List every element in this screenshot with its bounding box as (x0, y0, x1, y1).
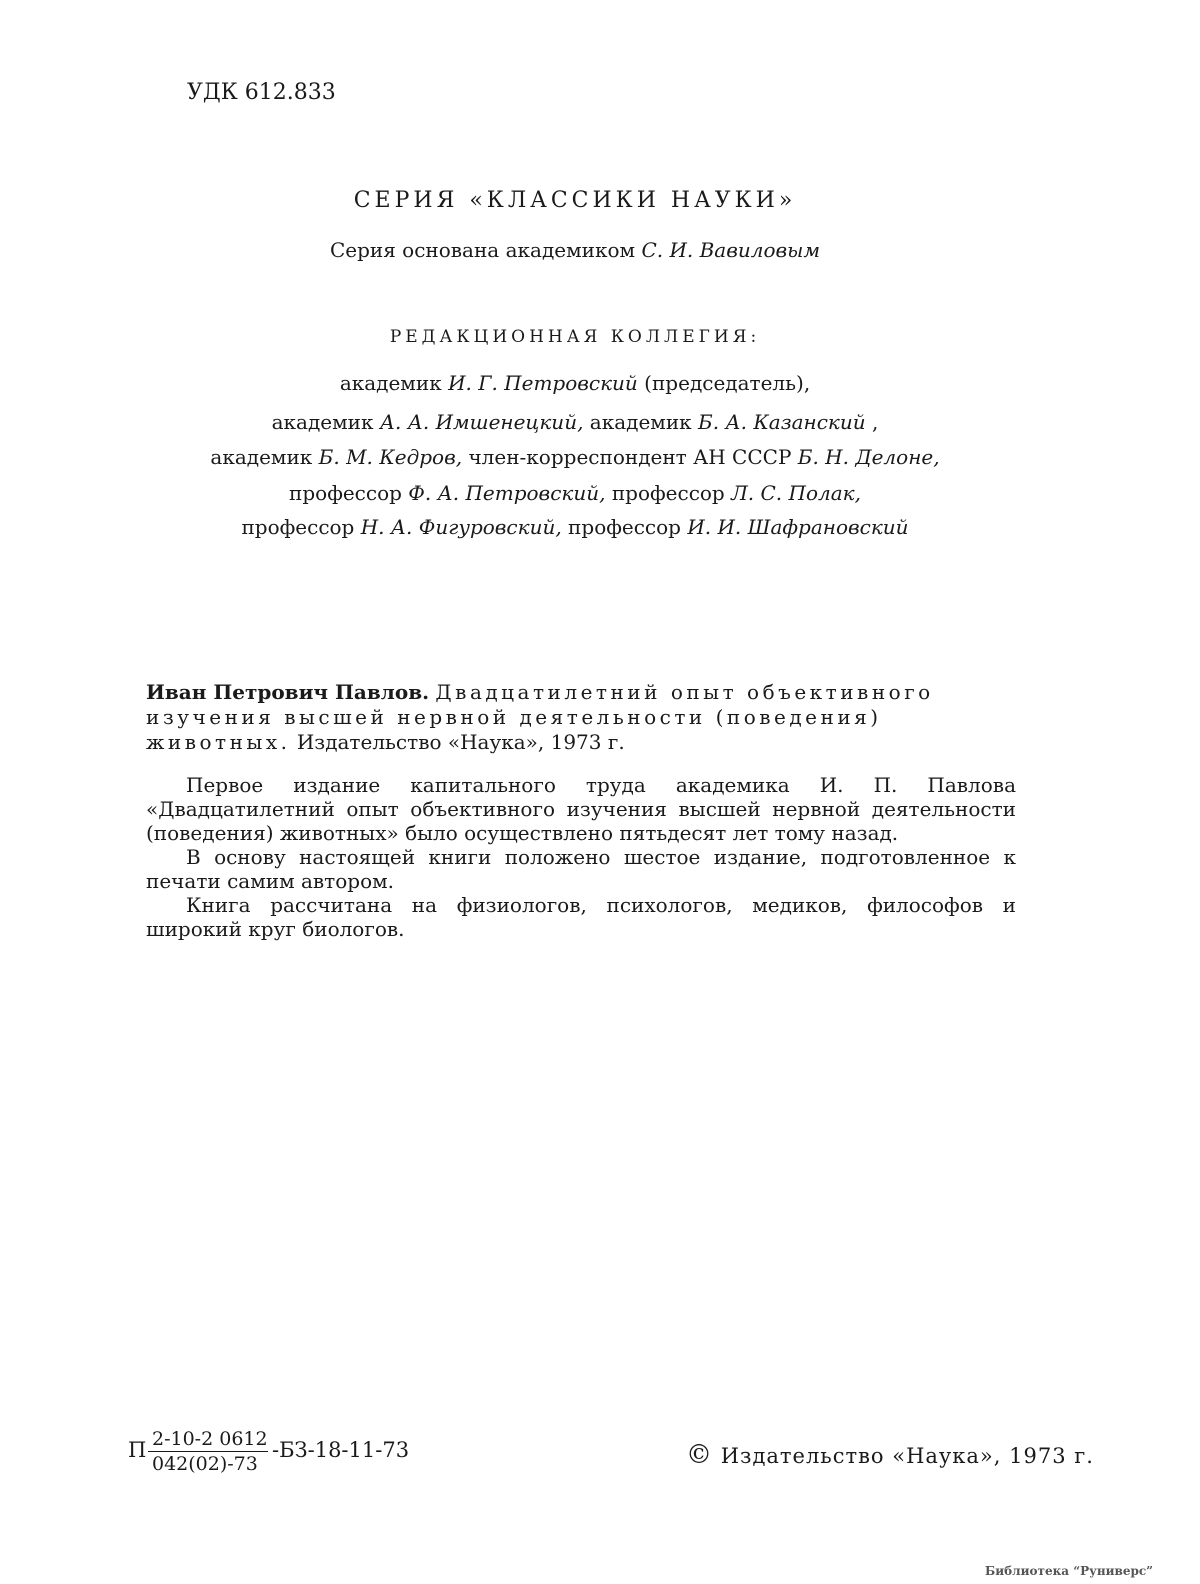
series-founded-text: Серия основана академиком (329, 238, 636, 262)
member-name: И. И. Шафрановский (687, 515, 909, 539)
index-code-prefix: П (128, 1438, 147, 1462)
fraction-bar (148, 1451, 268, 1452)
bib-title: Двадцатилетний опыт объективного изучения высшей нервной деятельности (поведения) животных. (146, 680, 934, 754)
index-code-denominator: 042(02)-73 (152, 1453, 258, 1475)
editorial-board-heading: РЕДАКЦИОННАЯ КОЛЛЕГИЯ: (389, 327, 761, 347)
member-name: Л. С. Полак, (731, 481, 861, 505)
member-title: академик (339, 371, 449, 395)
abstract-paragraph: Первое издание капитального труда академика И. П. Павлова «Двадцатилетний опыт объективного изучения высшей нервной деятельности (поведения) животных» было осуществлено пятьдесят лет тому назад. (146, 773, 1016, 845)
member-name: И. Г. Петровский (448, 371, 638, 395)
member-title: профессор (605, 481, 732, 505)
abstract-paragraph: Книга рассчитана на физиологов, психологов, медиков, философов и широкий круг биологов. (146, 893, 1016, 941)
member-title: , (865, 410, 879, 434)
member-title: академик (210, 445, 319, 469)
series-founded (0, 238, 1150, 262)
member-name: Б. Н. Делоне, (797, 445, 940, 469)
member-title: профессор (289, 481, 409, 505)
series-title: СЕРИЯ «КЛАССИКИ НАУКИ» (353, 188, 797, 213)
member-title: академик (583, 410, 699, 434)
member-name: А. А. Имшенецкий, (379, 410, 584, 434)
member-title: профессор (241, 515, 361, 539)
abstract (146, 773, 1016, 941)
editorial-board-line (0, 371, 1150, 395)
index-code-fraction (148, 1428, 272, 1475)
udk-code: УДК 612.833 (187, 80, 336, 105)
member-name: Б. А. Казанский (698, 410, 866, 434)
editorial-board-line (0, 481, 1150, 505)
member-title: член-корреспондент АН СССР (462, 445, 798, 469)
member-title: профессор (561, 515, 688, 539)
copyright-text: Издательство «Наука», 1973 г. (720, 1444, 1094, 1468)
bibliographic-entry (146, 680, 1026, 755)
index-code-suffix: -БЗ-18-11-73 (272, 1438, 410, 1462)
bib-author: Иван Петрович Павлов. (146, 680, 430, 704)
member-title: (председатель), (637, 371, 811, 395)
copyright (686, 1440, 1094, 1470)
abstract-paragraph: В основу настоящей книги положено шестое издание, подготовленное к печати самим автором. (146, 845, 1016, 893)
editorial-board-line (0, 445, 1150, 469)
member-name: Н. А. Фигуровский, (360, 515, 562, 539)
library-watermark: Библиотека “Руниверс” (985, 1564, 1154, 1578)
series-founder: С. И. Вавиловым (641, 238, 821, 262)
bib-publisher: Издательство «Наука», 1973 г. (296, 730, 625, 754)
member-title: академик (271, 410, 380, 434)
editorial-board-line (0, 410, 1150, 434)
index-code-numerator: 2-10-2 0612 (152, 1428, 268, 1450)
member-name: Б. М. Кедров, (318, 445, 463, 469)
copyright-icon: © (686, 1440, 713, 1470)
member-name: Ф. А. Петровский, (408, 481, 606, 505)
editorial-board-line (0, 515, 1150, 539)
